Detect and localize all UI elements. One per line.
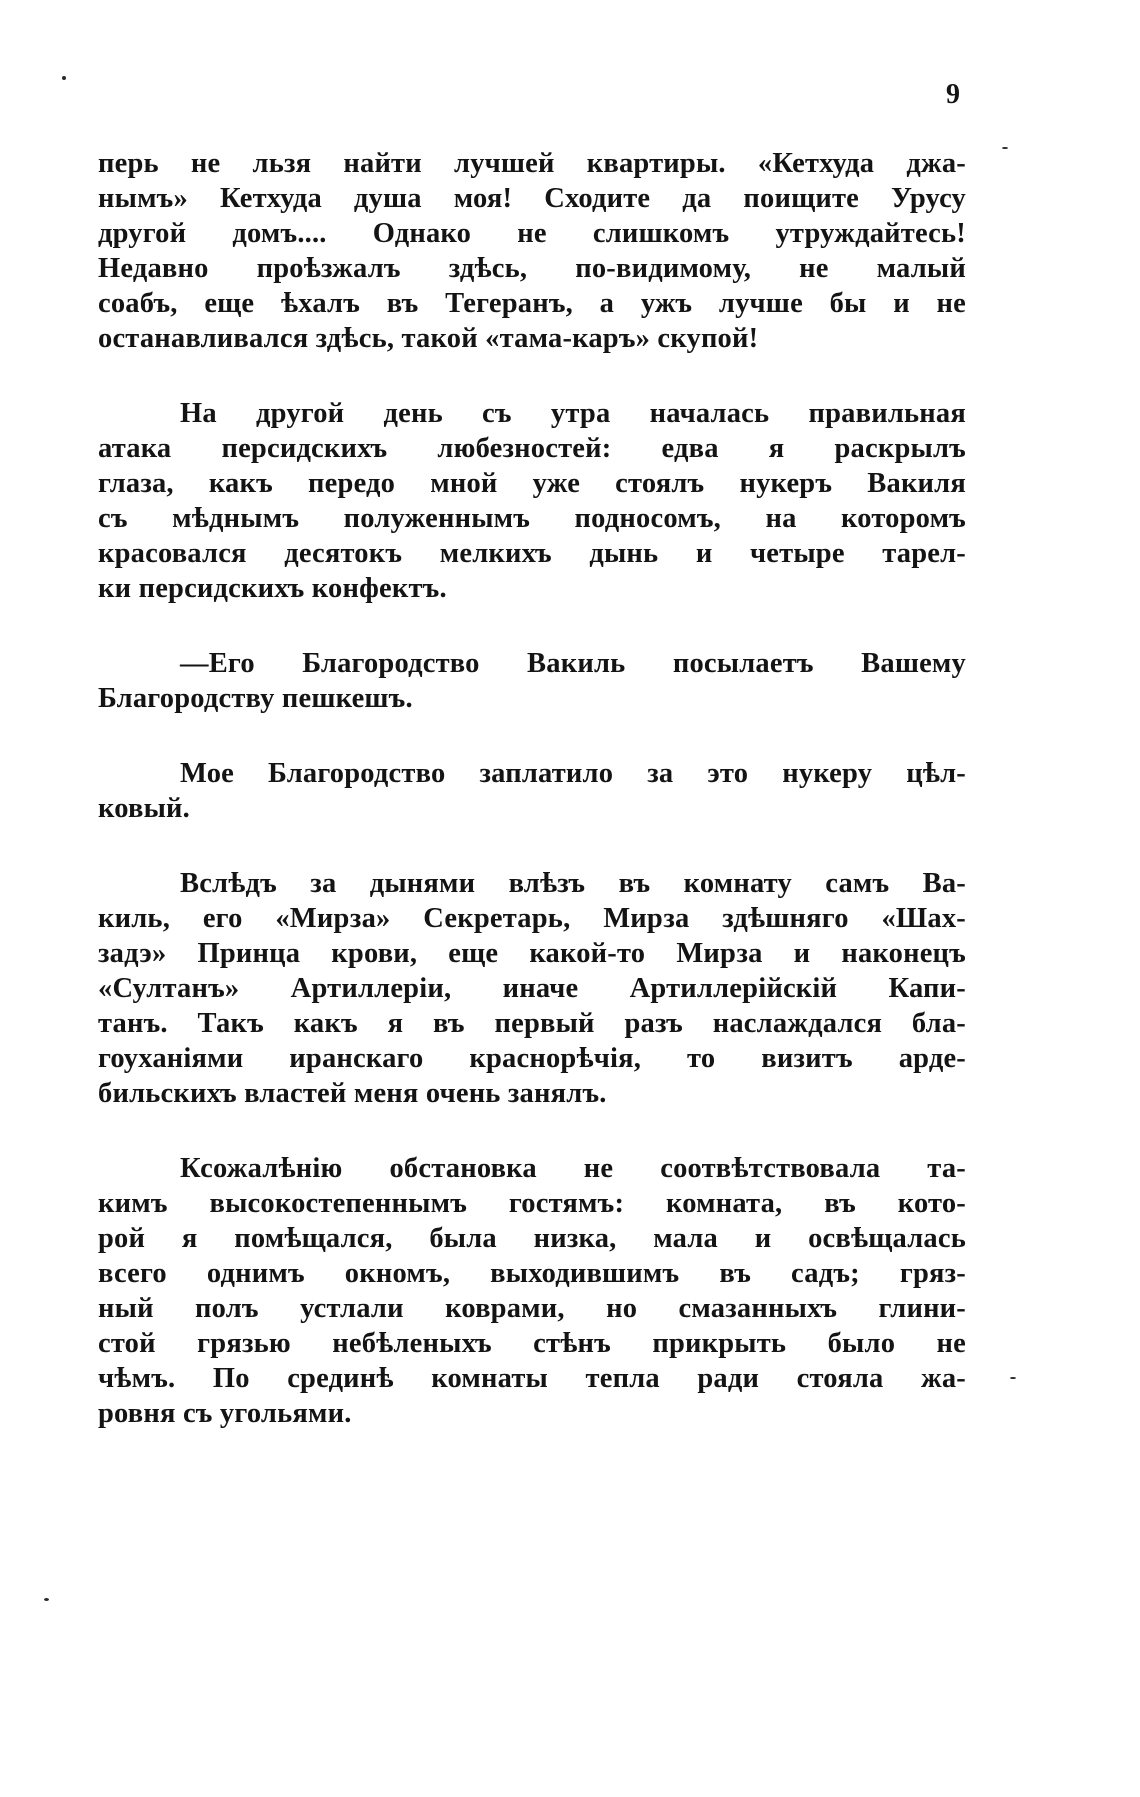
- text-line: «Султанъ» Артиллеріи, иначе Артиллерійскій Капи-: [98, 973, 966, 1004]
- paragraph: [98, 646, 966, 716]
- paragraph: [98, 866, 966, 1111]
- text-line: ный полъ устлали коврами, но смазанныхъ глини-: [98, 1293, 966, 1324]
- body-text: [98, 146, 966, 1471]
- text-line: рой я помѣщался, была низка, мала и освѣщалась: [98, 1223, 966, 1254]
- text-line: ки персидскихъ конфектъ.: [98, 573, 447, 604]
- text-line: Вслѣдъ за дынями влѣзъ въ комнату самъ Ва-: [180, 868, 966, 899]
- print-speck: [1010, 1377, 1016, 1379]
- text-line: задэ» Принца крови, еще какой-то Мирза и наконецъ: [98, 938, 966, 969]
- text-line: Ксожалѣнію обстановка не соотвѣтствовала та-: [180, 1153, 966, 1184]
- text-line: съ мѣднымъ полуженнымъ подносомъ, на которомъ: [98, 503, 966, 534]
- print-speck: [1002, 147, 1008, 149]
- page-number: 9: [946, 79, 960, 110]
- text-line: перь не льзя найти лучшей квартиры. «Кетхуда джа-: [98, 148, 966, 179]
- text-line: останавливался здѣсь, такой «тама-каръ» скупой!: [98, 323, 759, 354]
- paragraph: [98, 1151, 966, 1431]
- text-line: Мое Благородство заплатило за это нукеру цѣл-: [180, 758, 966, 789]
- text-line: стой грязью небѣленыхъ стѣнъ прикрыть было не: [98, 1328, 966, 1359]
- text-line: Недавно проѣзжалъ здѣсь, по-видимому, не малый: [98, 253, 966, 284]
- text-line: всего однимъ окномъ, выходившимъ въ садъ; гряз-: [98, 1258, 966, 1289]
- text-line: красовался десятокъ мелкихъ дынь и четыре тарел-: [98, 538, 966, 569]
- text-line: бильскихъ властей меня очень занялъ.: [98, 1078, 607, 1109]
- text-line: танъ. Такъ какъ я въ первый разъ наслаждался бла-: [98, 1008, 966, 1039]
- text-line: ровня съ угольями.: [98, 1398, 352, 1429]
- text-line: другой домъ.... Однако не слишкомъ утруждайтесь!: [98, 218, 966, 249]
- print-speck: [62, 76, 66, 80]
- paragraph: [98, 146, 966, 356]
- print-speck: [44, 1598, 49, 1601]
- text-line: кимъ высокостепеннымъ гостямъ: комната, въ кото-: [98, 1188, 966, 1219]
- text-line: соабъ, еще ѣхалъ въ Тегеранъ, а ужъ лучше бы и не: [98, 288, 966, 319]
- text-line: киль, его «Мирза» Секретарь, Мирза здѣшняго «Шах-: [98, 903, 966, 934]
- text-line: чѣмъ. По срединѣ комнаты тепла ради стояла жа-: [98, 1363, 966, 1394]
- text-line: Благородству пешкешъ.: [98, 683, 413, 714]
- paragraph: [98, 396, 966, 606]
- text-line: глаза, какъ передо мной уже стоялъ нукеръ Вакиля: [98, 468, 966, 499]
- text-line: ковый.: [98, 793, 190, 824]
- text-line: гоуханіями иранскаго краснорѣчія, то визитъ арде-: [98, 1043, 966, 1074]
- text-line: нымъ» Кетхуда душа моя! Сходите да поищите Урусу: [98, 183, 966, 214]
- text-line: атака персидскихъ любезностей: едва я раскрылъ: [98, 433, 966, 464]
- text-line: —Его Благородство Вакиль посылаетъ Вашему: [180, 648, 966, 679]
- text-line: На другой день съ утра началась правильная: [180, 398, 966, 429]
- paragraph: [98, 756, 966, 826]
